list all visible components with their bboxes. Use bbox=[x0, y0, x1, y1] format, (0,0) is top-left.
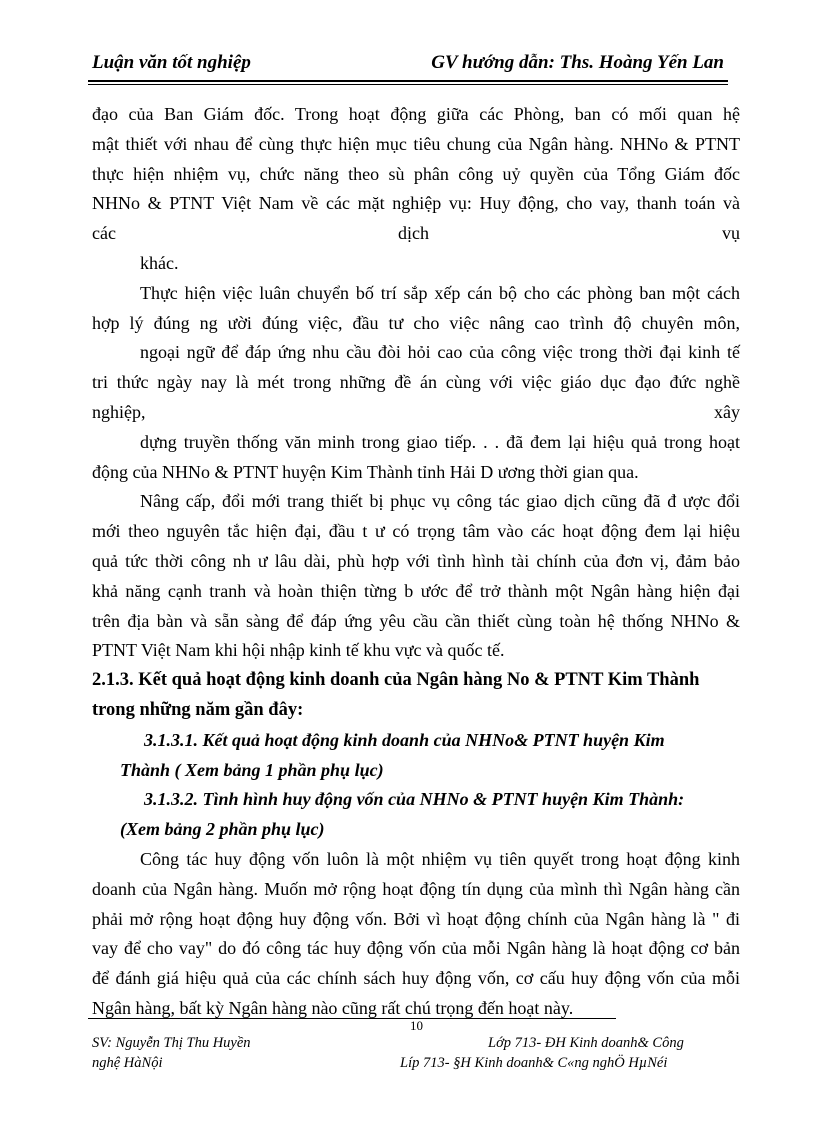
text-fragment: vụ bbox=[722, 223, 740, 244]
text-line: đạo của Ban Giám đốc. Trong hoạt động giữa các Phòng, ban có mối quan hệ bbox=[92, 104, 740, 124]
text-line: khả năng cạnh tranh và hoàn thiện từng b ước để trở thành một Ngân hàng hiện đại bbox=[92, 580, 740, 601]
text-fragment: nghiệp, bbox=[92, 401, 146, 422]
footer-student: SV: Nguyễn Thị Thu Huyền bbox=[92, 1035, 251, 1051]
text-line: Thực hiện việc luân chuyển bố trí sắp xếp cán bộ cho các phòng ban một cách bbox=[140, 282, 740, 303]
page-header bbox=[92, 50, 724, 84]
text-line: động của NHNo & PTNT huyện Kim Thành tỉnh Hải D ương thời gian qua. bbox=[92, 461, 639, 482]
header-divider bbox=[88, 80, 728, 82]
text-line: mật thiết với nhau để cùng thực hiện mục tiêu chung của Ngân hàng. NHNo & PTNT bbox=[92, 133, 740, 154]
page-number: 10 bbox=[410, 1018, 423, 1033]
page-footer bbox=[92, 1033, 724, 1073]
text-line: phải mở rộng hoạt động huy động vốn. Bởi vì hoạt động chính của Ngân hàng là " đi bbox=[92, 908, 740, 929]
text-line: ngoại ngữ để đáp ứng nhu cầu đòi hỏi cao của công việc trong thời đại kinh tế bbox=[140, 342, 740, 363]
text-line: quả tức thời công nh ư lâu dài, phù hợp với tình hình tài chính của đơn vị, đảm bảo bbox=[92, 550, 740, 571]
text-line-spread bbox=[92, 398, 740, 428]
section-heading-cont: trong những năm gần đây: bbox=[92, 699, 304, 720]
text-line: Ngân hàng, bất kỳ Ngân hàng nào cũng rất chú trọng đến hoạt này. bbox=[92, 997, 574, 1018]
heading-text: 3.1.3.2. Tình hình huy động vốn của NHNo & PTNT huyện Kim Thành: bbox=[144, 789, 685, 810]
text-line: tri thức ngày nay là mét trong những đề án cùng với việc giáo dục đạo đức nghề bbox=[92, 372, 740, 393]
subsection-heading bbox=[92, 726, 740, 756]
text-line: để đánh giá hiệu quả của các chính sách huy động vốn, cơ cấu huy động vốn của mỗi bbox=[92, 968, 740, 989]
text-line: NHNo & PTNT Việt Nam về các mặt nghiệp vụ: Huy động, cho vay, thanh toán và bbox=[92, 193, 740, 214]
text-line: doanh của Ngân hàng. Muốn mở rộng hoạt động tín dụng của mình thì Ngân hàng cần bbox=[92, 878, 740, 899]
text-fragment: dịch bbox=[398, 223, 429, 244]
header-divider-thin bbox=[88, 84, 728, 85]
heading-text: 3.1.3.1. Kết quả hoạt động kinh doanh của NHNo& PTNT huyện Kim bbox=[144, 729, 665, 750]
text-line: dựng truyền thống văn minh trong giao tiếp. . . đã đem lại hiệu quả trong hoạt bbox=[140, 431, 740, 452]
text-line: Công tác huy động vốn luôn là một nhiệm vụ tiên quyết trong hoạt động kinh bbox=[140, 848, 740, 869]
text-fragment: các bbox=[92, 223, 116, 244]
text-line: mới theo nguyên tắc hiện đại, đầu t ư có trọng tâm vào các hoạt động đem lại hiệu bbox=[92, 521, 740, 542]
subsection-heading-cont: (Xem bảng 2 phần phụ lục) bbox=[120, 819, 325, 840]
footer-class-garbled: Líp 713- §H Kinh doanh& C«ng nghÖ HµNéi bbox=[400, 1055, 668, 1071]
subsection-heading bbox=[92, 785, 740, 815]
text-fragment: xây bbox=[714, 401, 740, 422]
text-line: hợp lý đúng ng ười đúng việc, đầu tư cho việc nâng cao trình độ chuyên môn, bbox=[92, 312, 740, 333]
footer-continuation: nghệ HàNội bbox=[92, 1055, 163, 1071]
document-body bbox=[92, 100, 740, 1024]
section-heading: 2.1.3. Kết quả hoạt động kinh doanh của Ngân hàng No & PTNT Kim Thành bbox=[92, 670, 700, 691]
text-line: PTNT Việt Nam khi hội nhập kinh tế khu vực và quốc tế. bbox=[92, 640, 505, 661]
text-line-spread bbox=[92, 219, 740, 249]
text-line: trên địa bàn và sẵn sàng để đáp ứng yêu cầu cần thiết cùng toàn hệ thống NHNo & bbox=[92, 610, 740, 631]
text-line: khác. bbox=[140, 252, 179, 273]
text-line: thực hiện nhiệm vụ, chức năng theo sù phân công uỷ quyền của Tổng Giám đốc bbox=[92, 163, 740, 184]
subsection-heading-cont: Thành ( Xem bảng 1 phần phụ lục) bbox=[120, 759, 384, 780]
text-line: vay để cho vay" do đó công tác huy động vốn của mỗi Ngân hàng là hoạt động cơ bản bbox=[92, 938, 740, 959]
header-advisor: GV hướng dẫn: Ths. Hoàng Yến Lan bbox=[431, 52, 724, 73]
header-title: Luận văn tốt nghiệp bbox=[92, 52, 251, 73]
footer-class: Lớp 713- ĐH Kinh doanh& Công bbox=[488, 1035, 684, 1051]
footer-divider bbox=[88, 1018, 616, 1019]
text-line: Nâng cấp, đổi mới trang thiết bị phục vụ công tác giao dịch cũng đã đ ược đổi bbox=[140, 491, 740, 512]
